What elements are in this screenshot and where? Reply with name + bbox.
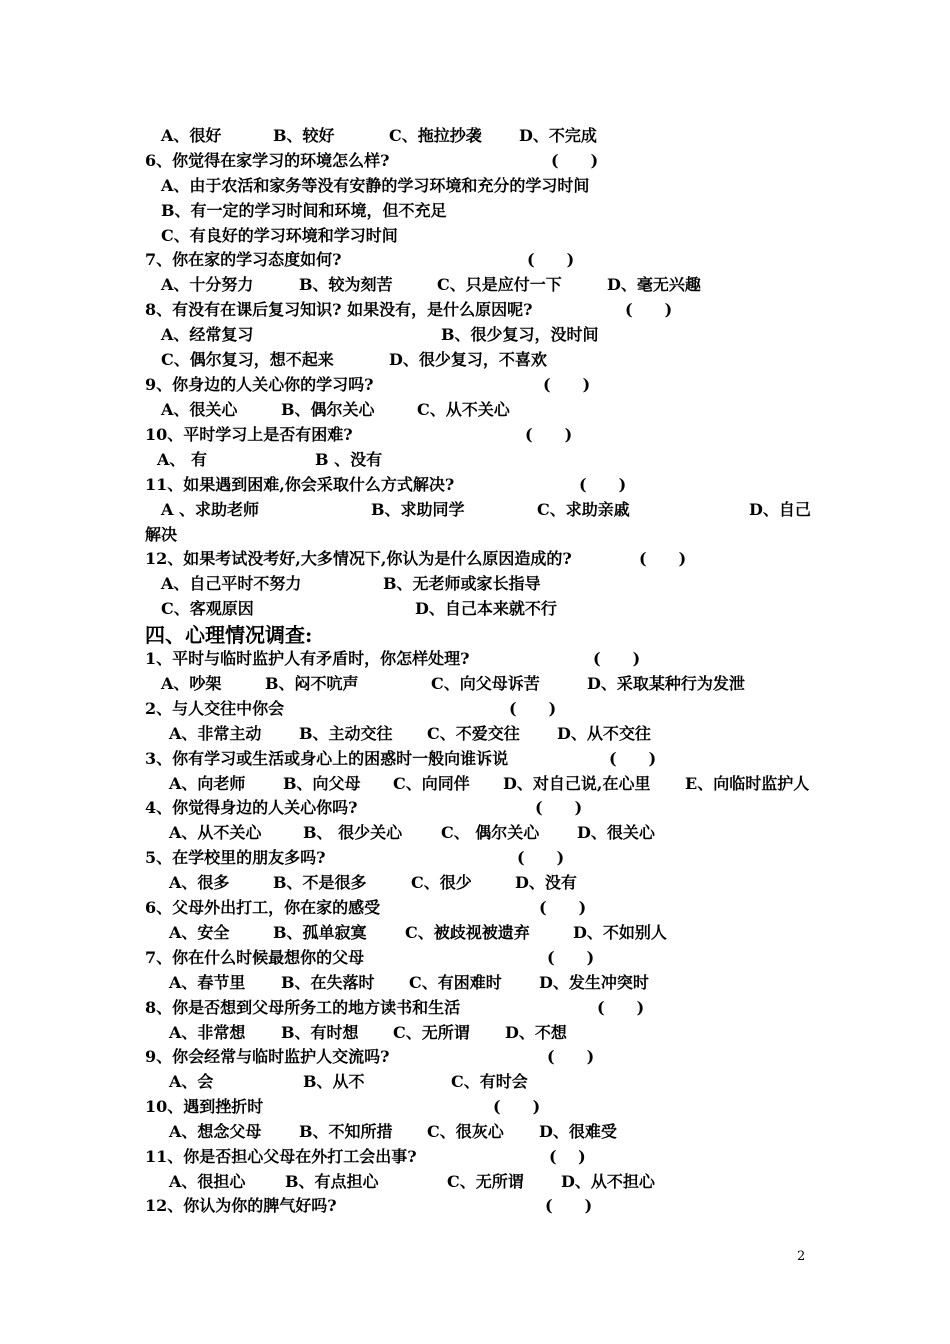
question-12	[0, 548, 950, 573]
option-b: B、较好	[273, 126, 335, 145]
question-6	[0, 150, 950, 175]
option-a: A、很关心	[161, 400, 238, 419]
answer-options-q8	[0, 324, 950, 349]
answer-blank: ( )	[625, 300, 673, 319]
question-text: 6、你觉得在家学习的环境怎么样?	[145, 151, 390, 170]
answer-options-q6-psych	[0, 922, 950, 947]
option-d: D、发生冲突时	[539, 973, 649, 992]
question-text: 8、你是否想到父母所务工的地方读书和生活	[145, 998, 461, 1017]
option-a: A、很多	[169, 873, 230, 892]
answer-options-q8-psych	[0, 1022, 950, 1047]
option-c: C、无所谓	[393, 1023, 470, 1042]
option-b: B 、没有	[315, 450, 383, 469]
question-5	[0, 847, 950, 872]
option-a: A、会	[169, 1072, 214, 1091]
answer-blank: ( )	[547, 1047, 595, 1066]
option-c: C、只是应付一下	[437, 275, 562, 294]
option-a: A、很担心	[169, 1172, 246, 1191]
answer-option-line	[0, 200, 950, 225]
question-1	[0, 648, 950, 673]
option-c: C、不爱交往	[427, 724, 520, 743]
answer-option-continuation	[0, 524, 950, 549]
answer-options-q4	[0, 822, 950, 847]
answer-blank: ( )	[517, 848, 565, 867]
question-text: 2、与人交往中你会	[145, 699, 285, 718]
option-a: A 、求助老师	[161, 500, 259, 519]
answer-options-q9	[0, 399, 950, 424]
option-a: A、十分努力	[161, 275, 254, 294]
question-12-psych	[0, 1195, 950, 1220]
question-7	[0, 249, 950, 274]
question-text: 4、你觉得身边的人关心你吗?	[145, 798, 358, 817]
option-b: B、从不	[303, 1072, 365, 1091]
question-text: 10、遇到挫折时	[145, 1097, 264, 1116]
answer-blank: ( )	[543, 375, 591, 394]
option-a: A、经常复习	[161, 325, 254, 344]
question-text: 12、如果考试没考好,大多情况下,你认为是什么原因造成的?	[145, 549, 572, 568]
answer-options-q2	[0, 723, 950, 748]
option-c: C、求助亲戚	[537, 500, 630, 519]
answer-blank: ( )	[551, 151, 599, 170]
question-text: 9、你身边的人关心你的学习吗?	[145, 375, 374, 394]
answer-blank: ( )	[639, 549, 687, 568]
option-c: C、有时会	[451, 1072, 528, 1091]
option-d: D、自己本来就不行	[415, 599, 557, 618]
option-a: A、从不关心	[169, 823, 262, 842]
option-a: A、想念父母	[169, 1122, 262, 1141]
option-d: D、很难受	[539, 1122, 617, 1141]
question-text: 1、平时与临时监护人有矛盾时，你怎样处理?	[145, 649, 470, 668]
option-c: C、 偶尔关心	[441, 823, 540, 842]
option-d: D、很少复习，不喜欢	[389, 350, 547, 369]
option-d: D、从不交往	[557, 724, 651, 743]
answer-options-q7-psych	[0, 972, 950, 997]
question-10-psych	[0, 1096, 950, 1121]
answer-blank: ( )	[549, 1147, 586, 1166]
option-b: B、在失落时	[281, 973, 375, 992]
option-b: B、偶尔关心	[281, 400, 375, 419]
option-c: C、从不关心	[417, 400, 510, 419]
option-b: B、有点担心	[285, 1172, 379, 1191]
answer-blank: ( )	[593, 649, 641, 668]
answer-blank: ( )	[525, 425, 573, 444]
question-2	[0, 698, 950, 723]
question-text: 10、平时学习上是否有困难?	[145, 425, 353, 444]
option-a: A、春节里	[169, 973, 246, 992]
question-text: 7、你在家的学习态度如何?	[145, 250, 342, 269]
option-c: C、偶尔复习，想不起来	[161, 350, 334, 369]
option-d-continued: 解决	[145, 525, 178, 544]
option-a: A、向老师	[169, 774, 246, 793]
question-10	[0, 424, 950, 449]
answer-blank: ( )	[535, 798, 583, 817]
answer-options-q11-psych	[0, 1171, 950, 1196]
answer-blank: ( )	[547, 948, 595, 967]
option-d: D、对自己说,在心里	[503, 774, 651, 793]
option-c: C、有困难时	[409, 973, 502, 992]
option-c: C、向同伴	[393, 774, 470, 793]
answer-blank: ( )	[493, 1097, 541, 1116]
option-b: B、有时想	[281, 1023, 359, 1042]
option-c: C、被歧视被遗弃	[405, 923, 530, 942]
option-a: A、非常想	[169, 1023, 246, 1042]
option-d: D、自己	[749, 500, 811, 519]
option-a: A、非常主动	[169, 724, 262, 743]
option-b: B、较为刻苦	[299, 275, 393, 294]
option-b: B、求助同学	[371, 500, 465, 519]
answer-blank: ( )	[527, 250, 575, 269]
answer-options-q1	[0, 673, 950, 698]
question-4	[0, 797, 950, 822]
answer-blank: ( )	[539, 898, 587, 917]
option-c: C、拖拉抄袭	[389, 126, 482, 145]
question-text: 8、有没有在课后复习知识? 如果没有，是什么原因呢?	[145, 300, 533, 319]
answer-options-q3	[0, 773, 950, 798]
answer-option-line	[0, 175, 950, 200]
answer-options-q9-psych	[0, 1071, 950, 1096]
option-c: C、很少	[411, 873, 472, 892]
question-8	[0, 299, 950, 324]
question-text: 11、如果遇到困难,你会采取什么方式解决?	[145, 475, 455, 494]
option-c: C、客观原因	[161, 599, 254, 618]
option-b: B、很少复习，没时间	[441, 325, 599, 344]
question-text: 9、你会经常与临时监护人交流吗?	[145, 1047, 390, 1066]
answer-blank: ( )	[579, 475, 627, 494]
question-3	[0, 748, 950, 773]
question-text: 12、你认为你的脾气好吗?	[145, 1196, 337, 1215]
option-a: A、 有	[157, 450, 207, 469]
question-6-psych	[0, 897, 950, 922]
answer-options-q12	[0, 598, 950, 623]
option-a: A、由于农活和家务等没有安静的学习环境和充分的学习时间	[161, 176, 590, 195]
option-d: D、没有	[515, 873, 577, 892]
option-b: B、主动交往	[299, 724, 393, 743]
answer-options-q5	[0, 125, 950, 150]
option-c: C、很灰心	[427, 1122, 504, 1141]
question-9	[0, 374, 950, 399]
question-text: 7、你在什么时候最想你的父母	[145, 948, 365, 967]
option-d: D、从不担心	[561, 1172, 655, 1191]
option-d: D、不完成	[519, 126, 597, 145]
option-b: B、闷不吭声	[265, 674, 359, 693]
section-heading	[0, 622, 950, 647]
question-7-psych	[0, 947, 950, 972]
option-e: E、向临时监护人	[685, 774, 810, 793]
page-number: 2	[797, 1249, 806, 1264]
answer-options-q7	[0, 274, 950, 299]
option-d: D、不想	[505, 1023, 567, 1042]
answer-options-q11	[0, 499, 950, 524]
option-c: C、无所谓	[447, 1172, 524, 1191]
question-8-psych	[0, 997, 950, 1022]
option-d: D、不如别人	[573, 923, 667, 942]
option-d: D、毫无兴趣	[607, 275, 701, 294]
option-c: C、向父母诉苦	[431, 674, 540, 693]
option-b: B、向父母	[283, 774, 361, 793]
option-d: D、采取某种行为发泄	[587, 674, 745, 693]
option-a: A、安全	[169, 923, 230, 942]
question-text: 3、你有学习或生活或身心上的困惑时一般向谁诉说	[145, 749, 509, 768]
answer-options-q10	[0, 449, 950, 474]
answer-option-line	[0, 225, 950, 250]
option-b: B、孤单寂寞	[273, 923, 367, 942]
question-text: 11、你是否担心父母在外打工会出事?	[145, 1147, 417, 1166]
answer-options-q8	[0, 349, 950, 374]
option-b: B、无老师或家长指导	[383, 574, 541, 593]
option-b: B、 很少关心	[303, 823, 403, 842]
answer-options-q12	[0, 573, 950, 598]
option-b: B、不知所措	[299, 1122, 393, 1141]
answer-options-q10-psych	[0, 1121, 950, 1146]
option-c: C、有良好的学习环境和学习时间	[161, 226, 398, 245]
answer-blank: ( )	[597, 998, 645, 1017]
option-a: A、很好	[161, 126, 222, 145]
option-a: A、自己平时不努力	[161, 574, 302, 593]
section-title: 四、心理情况调查:	[145, 623, 313, 647]
option-b: B、有一定的学习时间和环境，但不充足	[161, 201, 447, 220]
answer-blank: ( )	[545, 1196, 593, 1215]
answer-blank: ( )	[609, 749, 657, 768]
option-b: B、不是很多	[273, 873, 367, 892]
question-text: 5、在学校里的朋友多吗?	[145, 848, 326, 867]
question-9-psych	[0, 1046, 950, 1071]
answer-blank: ( )	[509, 699, 557, 718]
question-text: 6、父母外出打工，你在家的感受	[145, 898, 381, 917]
question-11-psych	[0, 1146, 950, 1171]
question-11	[0, 474, 950, 499]
option-d: D、很关心	[577, 823, 655, 842]
answer-options-q5-psych	[0, 872, 950, 897]
option-a: A、吵架	[161, 674, 222, 693]
